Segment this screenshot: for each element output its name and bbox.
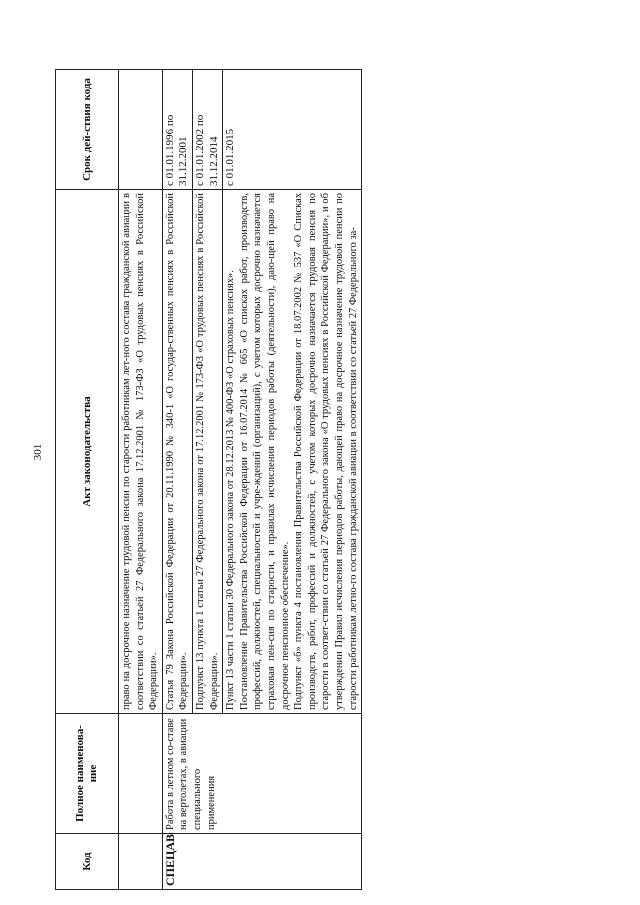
cell-empty <box>119 70 163 190</box>
header-code: Код <box>56 834 119 890</box>
code-specad: СПЕЦАВ <box>162 834 361 890</box>
act-specad-2: Подпункт 13 пункта 1 статьи 27 Федерального закона от 17.12.2001 № 173-ФЗ «О трудовых пенсиях в Российской Федерации». <box>192 190 222 714</box>
header-act: Акт законодательства <box>56 190 119 714</box>
term-specad-1: с 01.01.1996 по 31.12.2001 <box>162 70 192 190</box>
header-name: Полное наименова-ние <box>56 714 119 834</box>
act-specad-3 <box>223 190 362 714</box>
cell-empty <box>119 714 163 834</box>
header-term: Срок дей-ствия кода <box>56 70 119 190</box>
act-specad-1: Статья 79 Закона Российской Федерации от 20.11.1990 № 340-1 «О государ-ственных пенсиях в Российской Федерации». <box>162 190 192 714</box>
term-specad-3: с 01.01.2015 <box>223 70 362 190</box>
term-specad-2: с 01.01.2002 по 31.12.2014 <box>192 70 222 190</box>
cell-empty <box>119 834 163 890</box>
table-row-continuation <box>119 70 163 890</box>
table-header-row <box>56 70 119 890</box>
table-row-specad-1 <box>162 70 192 890</box>
act-specad-3-para-1: Пункт 13 части 1 статьи 30 Федерального закона от 28.12.2013 № 400-ФЗ «О страховых пенсиях». <box>225 270 237 710</box>
name-specad: Работа в летном со-ставе на вертолетах, в авиации специального применения <box>162 714 361 834</box>
page-number: 301 <box>32 443 44 461</box>
pension-codes-table <box>55 69 362 890</box>
continuation-act-text: право на досрочное назначение трудовой пенсии по старости работникам лет-ного состава гражданской авиации в соответствии со статьей 27 Федерального закона 17.12.2001 № 173-ФЗ «О трудовых пенсиях в Российской Федерации». <box>119 190 163 714</box>
act-specad-3-para-3: Подпункт «б» пункта 4 постановления Правительства Российской Федерации от 18.07.2002 № 537 «О Списках производств, работ, профессий и должностей, с учетом которых досрочно назначается трудовая пенсия по старости в соответ-ствии со статьей 27 Федерального закона «О трудовых пенсиях в Российской Федерации», и об утверждении Правил исчисления периодов работы, дающей право на досрочное назначение трудовой пенсии по старости работникам летно-го состава гражданской авиации в соответствии со статьей 27 Федерального за- <box>293 193 359 710</box>
rotated-table-wrapper <box>55 70 581 890</box>
act-specad-3-para-2: Постановление Правительства Российской Федерации от 16.07.2014 № 665 «О списках работ, производств, профессий, должностей, специальностей и учре-ждений (организаций), с учетом которых досрочно назначается страховая пен-сия по старости, и правилах исчисления периодов работы (деятельности), даю-щей право на досрочное пенсионное обеспечение». <box>238 193 291 710</box>
